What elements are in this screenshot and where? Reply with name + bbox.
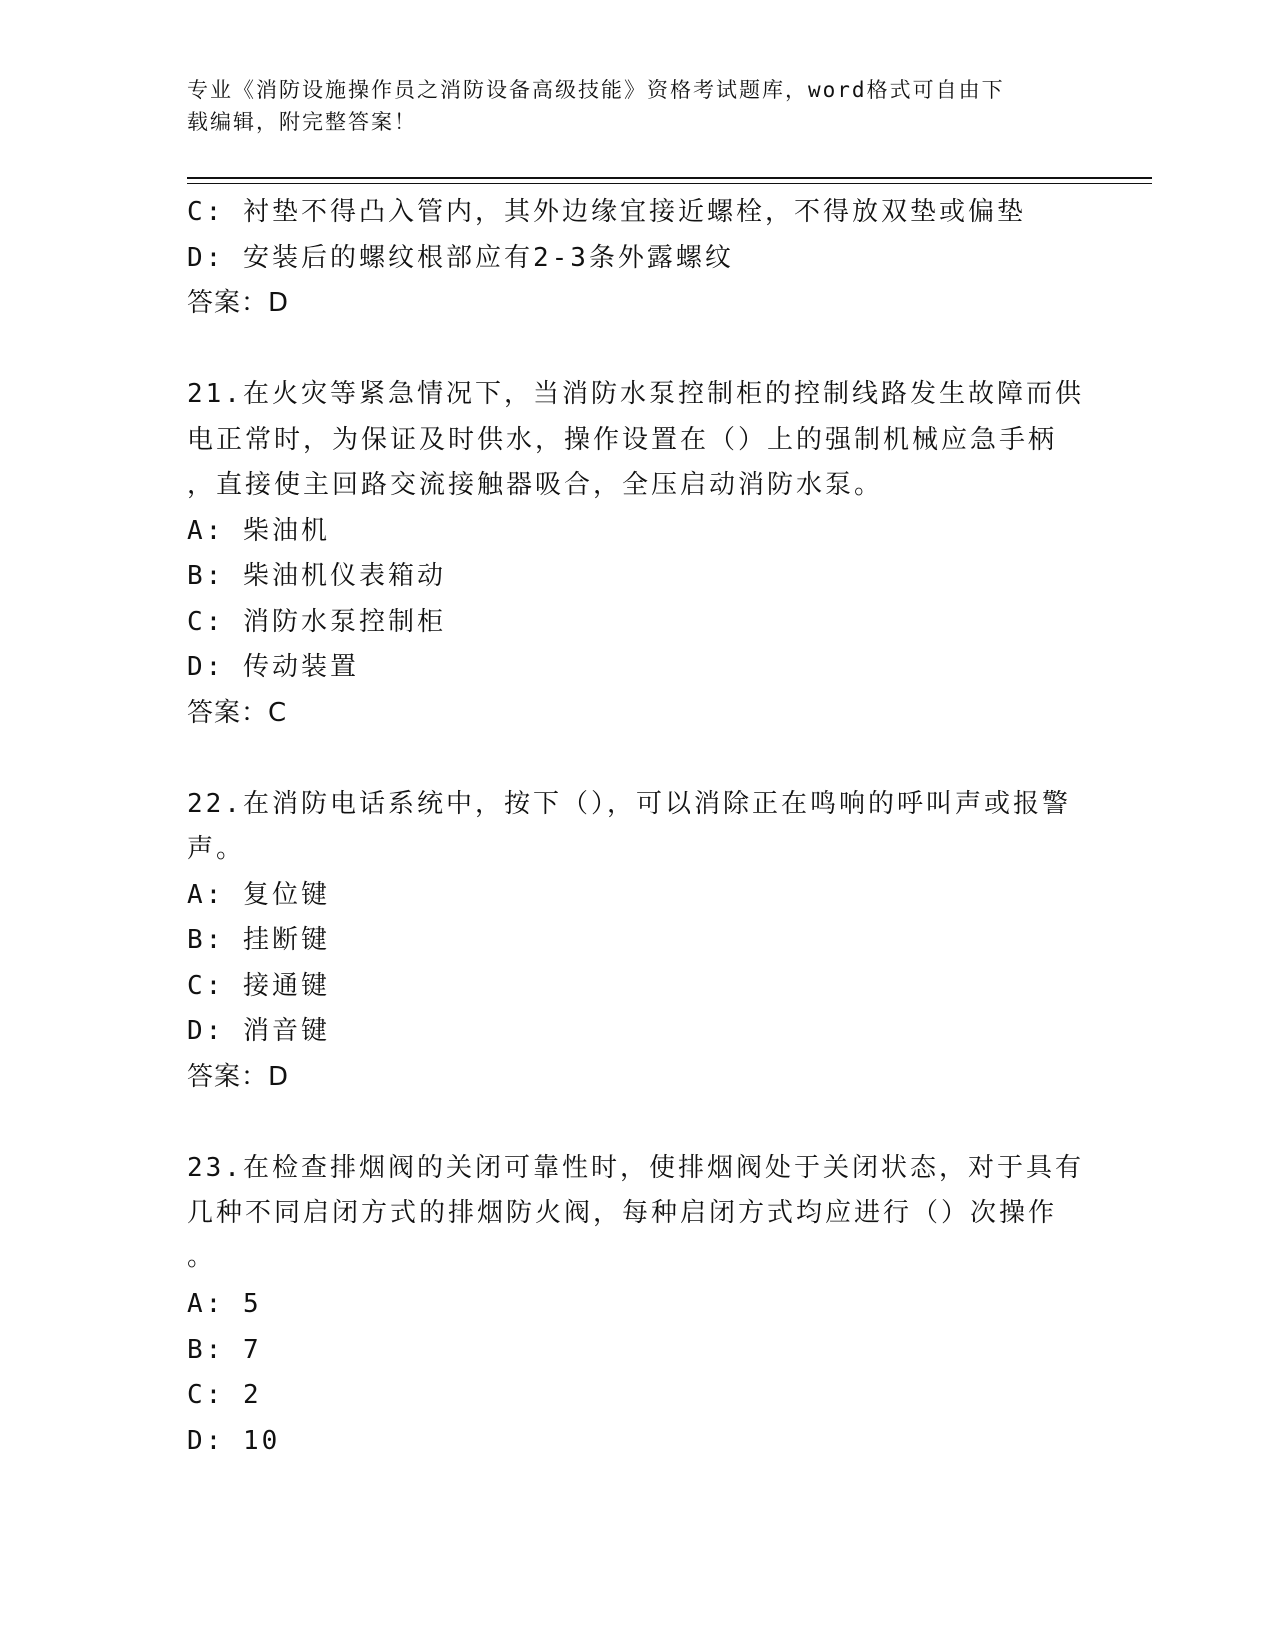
- question-text-line: 电正常时，为保证及时供水，操作设置在（）上的强制机械应急手柄: [187, 424, 1058, 455]
- option-d: [187, 1419, 1067, 1465]
- prev-question-block: [187, 190, 1067, 327]
- option-text: 安装后的螺纹根部应有2-3条外露螺纹: [242, 242, 734, 273]
- header-line-2: 载编辑，附完整答案！: [187, 110, 417, 134]
- question-text-line: 几种不同启闭方式的排烟防火阀，每种启闭方式均应进行（）次操作: [187, 1198, 1058, 1228]
- option-c: [187, 600, 1067, 646]
- answer-line: 答案：D: [187, 288, 290, 318]
- option-letter: A:: [187, 515, 225, 546]
- spacer: [187, 736, 1067, 782]
- option-letter: D:: [187, 242, 225, 273]
- option-letter: A:: [187, 879, 225, 910]
- option-letter: D:: [187, 1016, 225, 1046]
- option-text: 衬垫不得凸入管内，其外边缘宜接近螺栓，不得放双垫或偏垫: [242, 197, 1026, 227]
- option-c: [187, 964, 1067, 1010]
- header-rule-thick: [187, 177, 1152, 179]
- option-a: [187, 1282, 1067, 1328]
- header-line-1: 专业《消防设施操作员之消防设备高级技能》资格考试题库，word格式可自由下: [187, 78, 1005, 102]
- option-letter: C:: [187, 197, 225, 227]
- question-text-line: 23.在检查排烟阀的关闭可靠性时，使排烟阀处于关闭状态，对于具有: [187, 1152, 1084, 1183]
- question-text-line: ，直接使主回路交流接触器吸合，全压启动消防水泵。: [187, 470, 884, 500]
- option-text: 柴油机仪表箱动: [242, 561, 446, 591]
- option-d: [187, 1009, 1067, 1055]
- option-letter: C:: [187, 1380, 225, 1410]
- spacer: [187, 1100, 1067, 1146]
- option-a: [187, 509, 1067, 555]
- option-letter: C:: [187, 970, 225, 1001]
- option-text: 传动装置: [242, 652, 359, 682]
- option-letter: A:: [187, 1289, 225, 1319]
- option-b: [187, 554, 1067, 600]
- option-text: 柴油机: [242, 515, 330, 546]
- header-rule-thin: [187, 183, 1152, 184]
- option-d: [187, 236, 1067, 282]
- option-b: [187, 918, 1067, 964]
- option-text: 10: [242, 1425, 281, 1456]
- question-text-line: 。: [187, 1241, 217, 1272]
- question-content: [187, 190, 1084, 1464]
- spacer: [187, 327, 1067, 373]
- option-text: 消音键: [242, 1016, 330, 1046]
- question-text-line: 22.在消防电话系统中，按下（），可以消除正在鸣响的呼叫声或报警: [187, 788, 1071, 819]
- answer-line: 答案：D: [187, 1061, 290, 1092]
- question-text-line: 21.在火灾等紧急情况下，当消防水泵控制柜的控制线路发生故障而供: [187, 379, 1084, 409]
- option-text: 7: [242, 1334, 262, 1365]
- option-letter: D:: [187, 1425, 225, 1456]
- option-text: 挂断键: [242, 925, 330, 955]
- option-letter: B:: [187, 561, 225, 591]
- option-text: 复位键: [242, 879, 330, 910]
- option-text: 消防水泵控制柜: [242, 606, 446, 637]
- document-header: [187, 74, 1087, 138]
- question-21: [187, 372, 1084, 736]
- option-text: 5: [242, 1289, 262, 1319]
- option-text: 接通键: [242, 970, 330, 1001]
- option-letter: C:: [187, 606, 225, 637]
- option-letter: D:: [187, 652, 225, 682]
- option-d: [187, 645, 1067, 691]
- option-text: 2: [242, 1380, 262, 1410]
- option-a: [187, 873, 1067, 919]
- answer-line: 答案：C: [187, 697, 288, 728]
- option-c: [187, 190, 1067, 236]
- question-22: [187, 782, 1071, 1101]
- option-b: [187, 1328, 1067, 1374]
- question-23: [187, 1146, 1084, 1465]
- option-letter: B:: [187, 1334, 225, 1365]
- option-letter: B:: [187, 925, 225, 955]
- question-text-line: 声。: [187, 834, 246, 864]
- option-c: [187, 1373, 1067, 1419]
